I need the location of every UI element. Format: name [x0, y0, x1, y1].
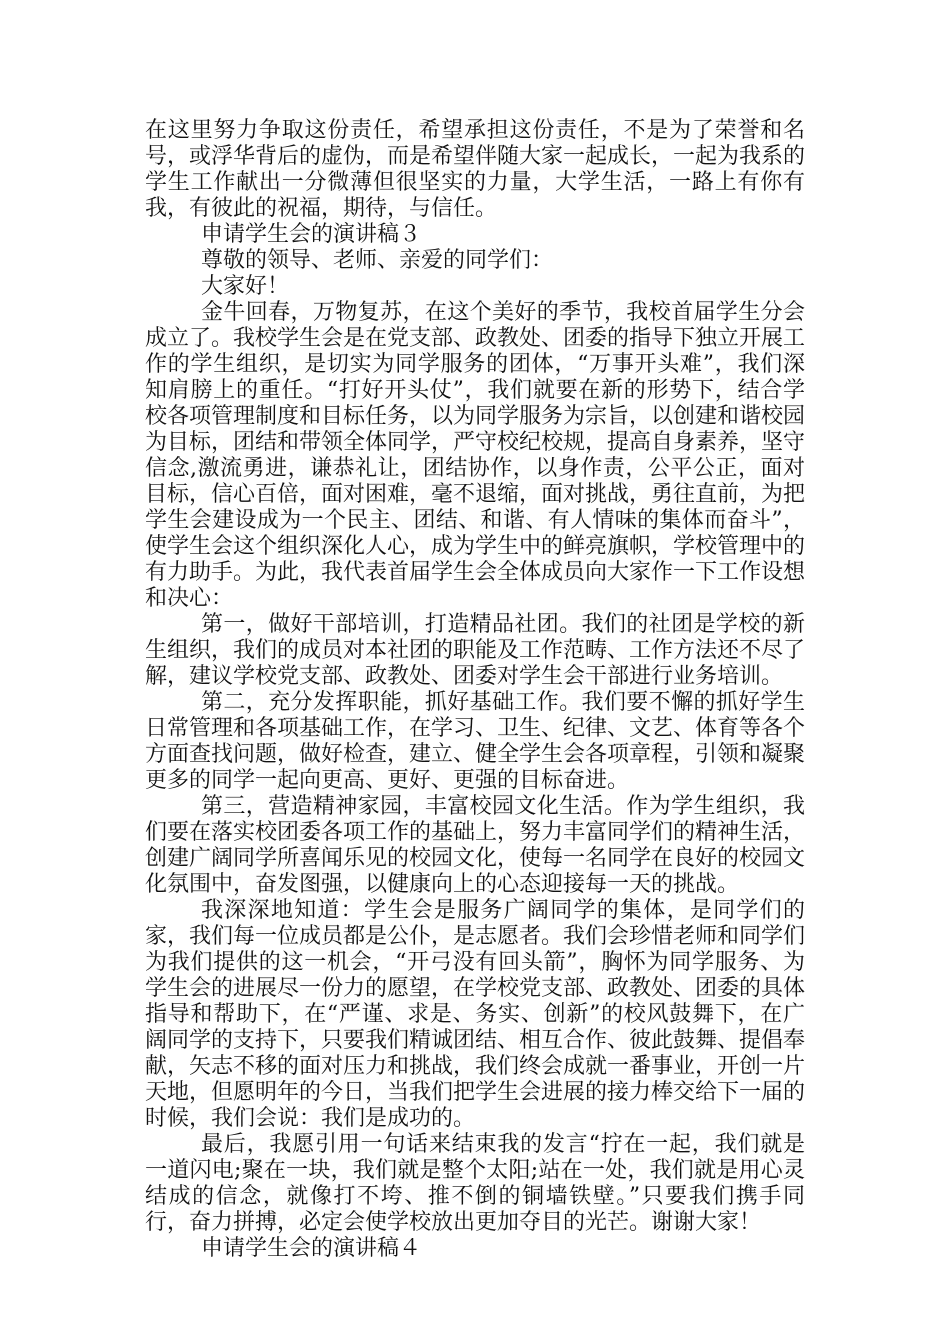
paragraph-continuation: 在这里努力争取这份责任，希望承担这份责任，不是为了荣誉和名号，或浮华背后的虚伪，而是希望伴随大家一起成长，一起为我系的学生工作献出一分微薄但很坚实的力量，大学生活，一路上有你有我，有彼此的祝福，期待，与信任。: [145, 118, 806, 221]
greeting: 大家好！: [201, 274, 290, 299]
section-heading-speech-4: 申请学生会的演讲稿４: [201, 1236, 422, 1261]
paragraph-third-point: 第三，营造精神家园，丰富校园文化生活。作为学生组织，我们要在落实校团委各项工作的基础上，努力丰富同学们的精神生活，创建广阔同学所喜闻乐见的校园文化，使每一名同学在良好的校园文化氛围中，奋发图强，以健康向上的心态迎接每一天的挑战。: [145, 794, 806, 897]
paragraph-closing: 最后，我愿引用一句话来结束我的发言“拧在一起，我们就是一道闪电;聚在一块，我们就是整个太阳;站在一处，我们就是用心灵结成的信念，就像打不垮、推不倒的铜墙铁壁。”只要我们携手同行，奋力拼搏，必定会使学校放出更加夺目的光芒。谢谢大家！: [145, 1132, 805, 1235]
salutation: 尊敬的领导、老师、亲爱的同学们：: [201, 248, 554, 273]
paragraph-commitment: 我深深地知道：学生会是服务广阔同学的集体，是同学们的家，我们每一位成员都是公仆，是志愿者。我们会珍惜老师和同学们为我们提供的这一机会，“开弓没有回头箭”，胸怀为同学服务、为学生会的进展尽一份力的愿望，在学校党支部、政教处、团委的具体指导和帮助下，在“严谨、求是、务实、创新”的校风鼓舞下，在广阔同学的支持下，只要我们精诚团结、相互合作、彼此鼓舞、提倡奉献，矢志不移的面对压力和挑战，我们终会成就一番事业，开创一片天地，但愿明年的今日，当我们把学生会进展的接力棒交给下一届的时候，我们会说：我们是成功的。: [145, 898, 806, 1131]
paragraph-first-point: 第一，做好干部培训，打造精品社团。我们的社团是学校的新生组织，我们的成员对本社团的职能及工作范畴、工作方法还不尽了解，建议学校党支部、政教处、团委对学生会干部进行业务培训。: [145, 612, 806, 689]
section-heading-speech-3: 申请学生会的演讲稿３: [201, 222, 422, 247]
paragraph-intro: 金牛回春，万物复苏，在这个美好的季节，我校首届学生分会成立了。我校学生会是在党支部、政教处、团委的指导下独立开展工作的学生组织，是切实为同学服务的团体，“万事开头难”，我们深知肩膀上的重任。“打好开头仗”，我们就要在新的形势下，结合学校各项管理制度和目标任务，以为同学服务为宗旨，以创建和谐校园为目标，团结和带领全体同学，严守校纪校规，提高自身素养，坚守信念,激流勇进，谦恭礼让，团结协作，以身作责，公平公正，面对目标，信心百倍，面对困难，毫不退缩，面对挑战，勇往直前，为把学生会建设成为一个民主、团结、和谐、有人情味的集体而奋斗”，使学生会这个组织深化人心，成为学生中的鲜亮旗帜，学校管理中的有力助手。为此，我代表首届学生会全体成员向大家作一下工作设想和决心：: [145, 300, 806, 611]
document-body: [145, 118, 805, 1262]
paragraph-second-point: 第二，充分发挥职能，抓好基础工作。我们要不懈的抓好学生日常管理和各项基础工作，在学习、卫生、纪律、文艺、体育等各个方面查找问题，做好检查，建立、健全学生会各项章程，引领和凝聚更多的同学一起向更高、更好、更强的目标奋进。: [145, 690, 806, 793]
